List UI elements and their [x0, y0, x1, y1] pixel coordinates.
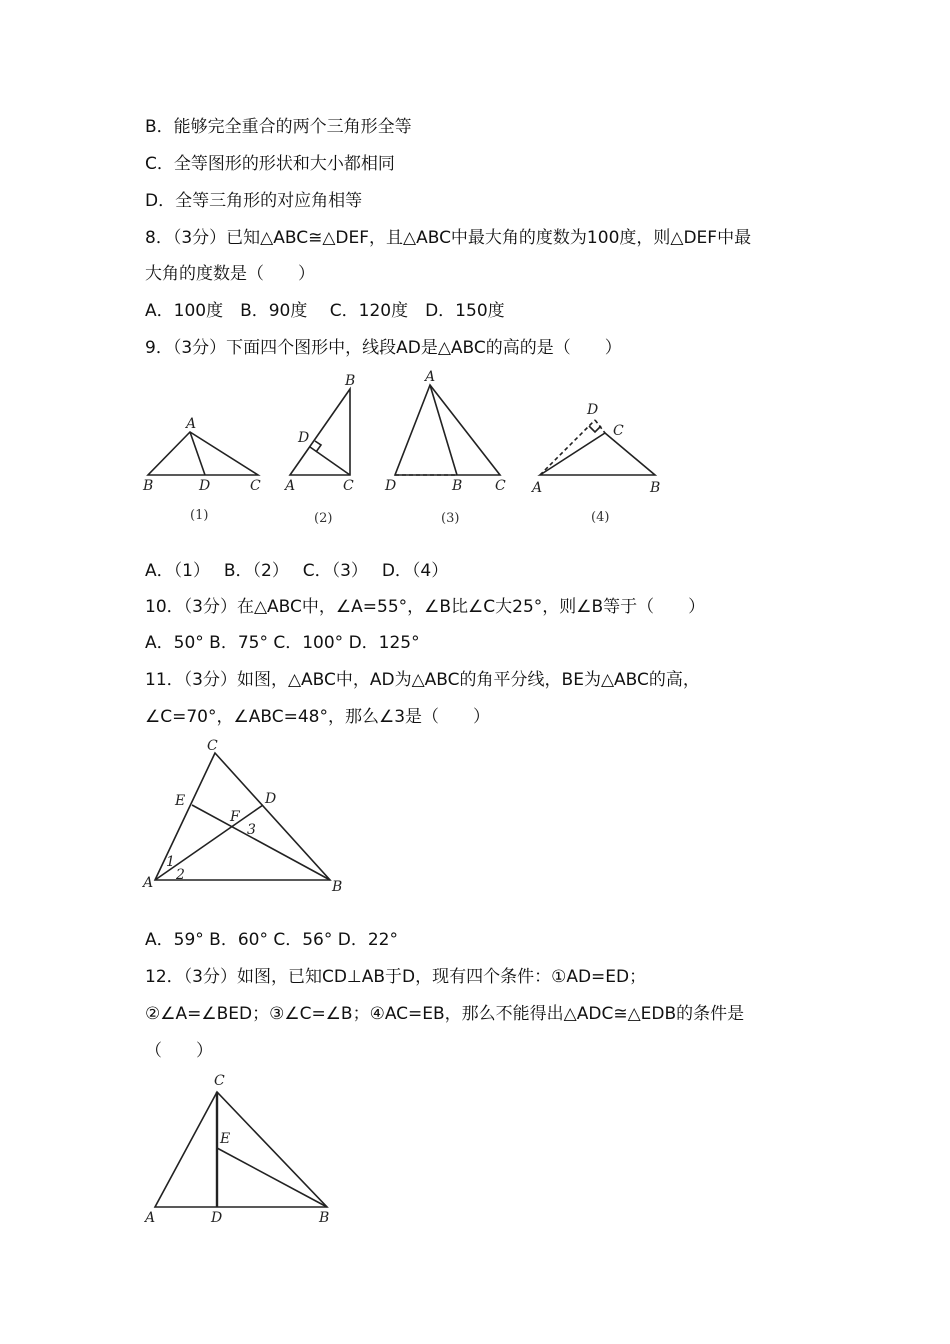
fig11-label-a: A [143, 875, 154, 891]
fig11-label-c: C [207, 738, 218, 754]
fig11-angle-1: 1 [166, 854, 175, 870]
figure-9-1 [142, 416, 261, 523]
fig11-angle-2: 2 [176, 867, 185, 883]
fig3-segment-ab [430, 385, 457, 475]
fig3-label-a: A [425, 369, 436, 385]
figure-9-4 [530, 402, 660, 525]
fig2-label-c: C [343, 478, 354, 494]
fig11-label-b: B [332, 879, 343, 895]
fig1-label-d: D [199, 478, 211, 494]
question-12-figure [135, 1065, 345, 1230]
question-12-line3: （ ） [145, 1041, 213, 1061]
question-9-text: 9．（3分）下面四个图形中，线段AD是△ABC的高的是（ ） [145, 338, 622, 358]
fig12-label-b: B [319, 1210, 330, 1226]
fig4-label-c: C [613, 423, 624, 439]
fig1-label-c: C [250, 478, 261, 494]
question-11-figure [135, 735, 365, 900]
fig11-label-f: F [230, 809, 240, 825]
question-12-line1: 12．（3分）如图，已知CD⊥AB于D，现有四个条件：①AD=ED； [145, 967, 647, 987]
fig1-caption: (1) [190, 508, 209, 523]
fig4-right-angle [589, 426, 601, 432]
fig2-label-d: D [298, 430, 310, 446]
fig12-outline [155, 1092, 327, 1207]
fig1-label-a: A [186, 416, 197, 432]
fig11-angle-3: 3 [247, 822, 256, 838]
fig4-triangle [540, 433, 655, 475]
question-10-options: A．50° B．75° C．100° D．125° [145, 633, 420, 653]
fig3-triangle [395, 385, 500, 475]
fig11-segment-be [192, 805, 330, 880]
fig1-label-b: B [143, 478, 154, 494]
fig4-caption: (4) [591, 510, 610, 525]
figure-9-2 [283, 373, 355, 526]
fig12-segment-eb [217, 1148, 327, 1207]
question-9-options: A．（1） B．（2） C．（3） D．（4） [145, 561, 449, 581]
figure-9-3 [384, 369, 506, 526]
fig12-label-e: E [220, 1131, 231, 1147]
question-12-line2: ②∠A=∠BED；③∠C=∠B；④AC=EB，那么不能得出△ADC≅△EDB的条件是 [145, 1004, 745, 1024]
fig12-label-c: C [214, 1073, 225, 1089]
question-10-text: 10．（3分）在△ABC中，∠A=55°，∠B比∠C大25°，则∠B等于（ ） [145, 597, 706, 617]
question-11-line2: ∠C=70°，∠ABC=48°，那么∠3是（ ） [145, 707, 491, 727]
option-d-text: D．全等三角形的对应角相等 [145, 191, 363, 211]
fig4-label-a: A [532, 480, 543, 496]
fig11-label-d: D [265, 791, 277, 807]
fig2-label-b: B [345, 373, 356, 389]
fig12-label-d: D [211, 1210, 223, 1226]
fig1-segment-ad [190, 432, 205, 475]
fig4-label-b: B [650, 480, 661, 496]
fig3-label-b: B [452, 478, 463, 494]
fig3-label-d: D [385, 478, 397, 494]
fig4-dashed-ad [540, 420, 595, 475]
option-c-text: C．全等图形的形状和大小都相同 [145, 154, 395, 174]
fig4-label-d: D [587, 402, 599, 418]
question-11-line1: 11．（3分）如图，△ABC中，AD为△ABC的角平分线，BE为△ABC的高， [145, 670, 700, 690]
fig11-label-e: E [175, 793, 186, 809]
question-9-figures [135, 365, 675, 535]
fig3-caption: (3) [441, 511, 460, 526]
fig3-label-c: C [495, 478, 506, 494]
option-b-text: B．能够完全重合的两个三角形全等 [145, 117, 412, 137]
question-8-line1: 8．（3分）已知△ABC≅△DEF，且△ABC中最大角的度数为100度，则△DEF中最 [145, 228, 752, 248]
fig2-caption: (2) [314, 511, 333, 526]
question-11-options: A．59° B．60° C．56° D．22° [145, 930, 398, 950]
question-8-line2: 大角的度数是（ ） [145, 264, 315, 284]
fig2-label-a: A [285, 478, 296, 494]
question-8-options: A．100度 B．90度 C．120度 D．150度 [145, 301, 505, 321]
fig12-label-a: A [145, 1210, 156, 1226]
